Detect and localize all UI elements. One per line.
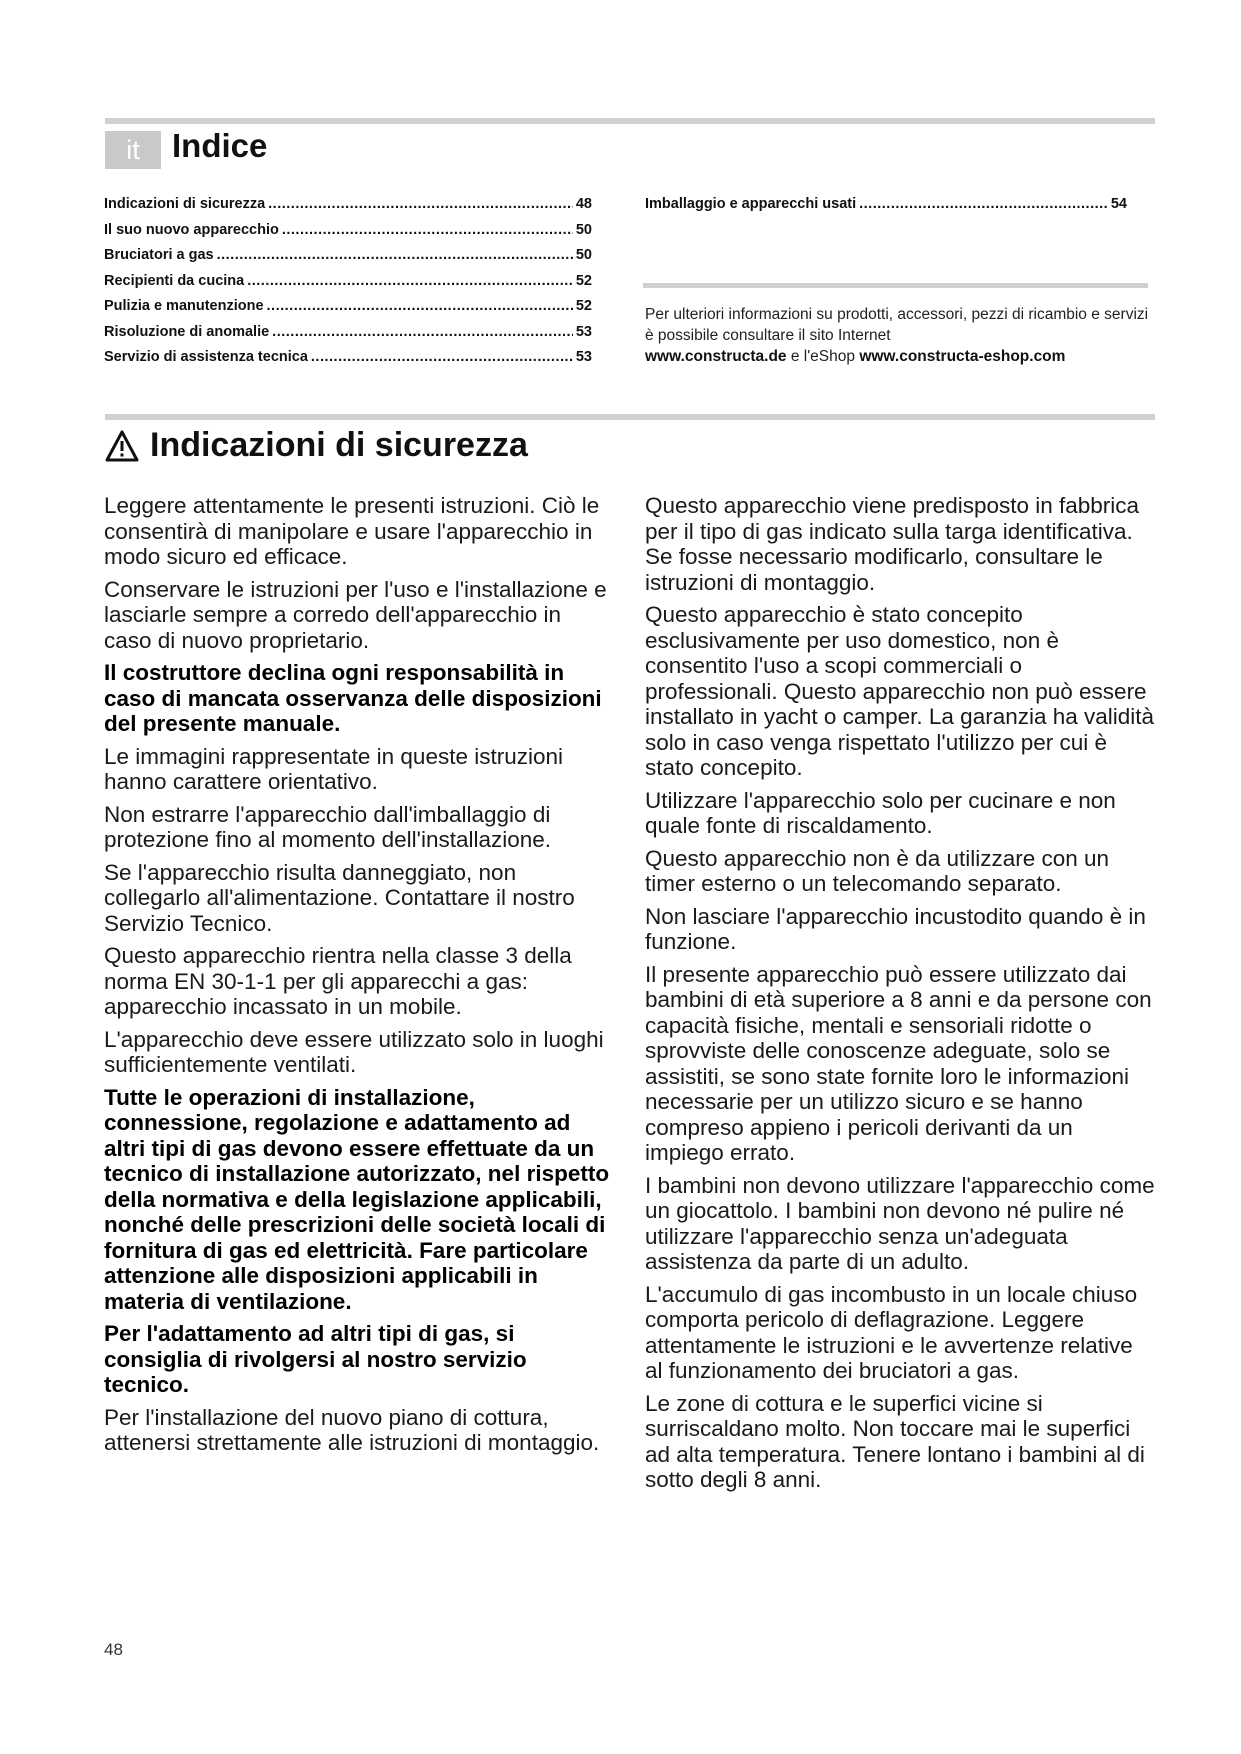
paragraph: L'apparecchio deve essere utilizzato solo in luoghi sufficientemente ventilati.: [104, 1026, 604, 1077]
eshop-link[interactable]: www.constructa-eshop.com: [859, 348, 1066, 365]
section-title-text: Indicazioni di sicurezza: [150, 426, 528, 464]
info-text: Per ulteriori informazioni su prodotti, accessori, pezzi di ricambio e servizi è possibile consultare il sito Internet: [645, 306, 1149, 344]
toc-entry[interactable]: [645, 196, 1127, 222]
toc-entry-label: Bruciatori a gas: [104, 247, 214, 263]
toc-entry-label: Recipienti da cucina: [104, 272, 245, 289]
toc-left: [104, 196, 592, 375]
paragraph: Conservare le istruzioni per l'uso e l'installazione e lasciarle sempre a corredo dell'apparecchio in caso di nuovo proprietario.: [104, 576, 607, 653]
toc-entry-page: 48: [575, 196, 592, 212]
toc-entry-page: 53: [575, 323, 592, 340]
info-box: [645, 304, 1150, 367]
toc-leader: [217, 247, 573, 263]
toc-entry[interactable]: [104, 298, 592, 324]
toc-leader: [282, 222, 573, 238]
toc-leader: [311, 349, 573, 365]
paragraph: I bambini non devono utilizzare l'apparecchio come un giocattolo. I bambini non devono né pulire né utilizzare l'apparecchio senza un'adeguata assistenza da parte di un adulto.: [645, 1172, 1155, 1274]
paragraph-bold: Il costruttore declina ogni responsabilità in caso di mancata osservanza delle disposizioni del presente manuale.: [104, 660, 602, 736]
paragraph: Leggere attentamente le presenti istruzioni. Ciò le consentirà di manipolare e usare l'apparecchio in modo sicuro ed efficace.: [104, 493, 600, 569]
toc-leader: [268, 196, 573, 212]
toc-entry-page: 52: [575, 272, 592, 289]
toc-leader: [267, 298, 573, 314]
toc-title: Indice: [172, 127, 268, 164]
warning-icon: [104, 429, 140, 463]
toc-entry[interactable]: [104, 324, 592, 350]
paragraph-bold: Per l'adattamento ad altri tipi di gas, si consiglia di rivolgersi al nostro servizio tecnico.: [104, 1321, 527, 1397]
toc-leader: [272, 324, 573, 340]
paragraph: Utilizzare l'apparecchio solo per cucinare e non quale fonte di riscaldamento.: [645, 787, 1116, 838]
header-rule: [105, 118, 1155, 124]
toc-entry-label: Indicazioni di sicurezza: [104, 196, 266, 212]
toc-entry[interactable]: [104, 196, 592, 222]
paragraph: Questo apparecchio è stato concepito esclusivamente per uso domestico, non è consentito l'uso a scopi commerciali o professionali. Questo apparecchio non può essere installato in yacht o camper. La garanzia ha validità solo in caso venga rispettato l'utilizzo per cui è stato concepito.: [645, 602, 1155, 780]
toc-leader: [859, 196, 1108, 212]
section-rule: [105, 414, 1155, 420]
safety-column-left: [104, 493, 614, 1463]
toc-entry[interactable]: [104, 222, 592, 248]
toc-entry-page: 52: [575, 298, 592, 314]
toc-entry[interactable]: [104, 247, 592, 273]
toc-leader: [247, 273, 573, 289]
info-rule: [643, 283, 1148, 288]
page-number: 48: [104, 1640, 123, 1659]
paragraph-bold: Tutte le operazioni di installazione, connessione, regolazione e adattamento ad altri tipi di gas devono essere effettuate da un tecnico di installazione autorizzato, nel rispetto della normativa e della legislazione applicabili, nonché delle prescrizioni delle società locali di fornitura di gas ed elettricità. Fare particolare attenzione alle disposizioni applicabili in materia di ventilazione.: [104, 1084, 610, 1314]
section-title: [104, 426, 528, 465]
toc-entry[interactable]: [104, 273, 592, 299]
paragraph: Questo apparecchio non è da utilizzare con un timer esterno o un telecomando separato.: [645, 845, 1110, 896]
info-connector: e l'eShop: [786, 348, 860, 365]
paragraph: Questo apparecchio rientra nella classe 3 della norma EN 30-1-1 per gli apparecchi a gas: apparecchio incassato in un mobile.: [104, 943, 572, 1019]
toc-entry-page: 53: [575, 349, 592, 365]
toc-right: [645, 196, 1127, 222]
website-link[interactable]: www.constructa.de: [645, 348, 787, 365]
toc-entry-label: Servizio di assistenza tecnica: [104, 349, 308, 365]
language-tag: it: [105, 131, 161, 169]
toc-entry-page: 50: [575, 247, 592, 263]
paragraph: Le immagini rappresentate in queste istruzioni hanno carattere orientativo.: [104, 743, 563, 794]
paragraph: Non estrarre l'apparecchio dall'imballaggio di protezione fino al momento dell'installazione.: [104, 801, 552, 852]
toc-entry-label: Il suo nuovo apparecchio: [104, 221, 279, 238]
paragraph: L'accumulo di gas incombusto in un locale chiuso comporta pericolo di deflagrazione. Leggere attentamente le istruzioni e le avvertenze relative al funzionamento dei bruciatori a gas.: [645, 1281, 1138, 1383]
toc-entry-page: 50: [575, 221, 592, 238]
paragraph: Se l'apparecchio risulta danneggiato, non collegarlo all'alimentazione. Contattare il nostro Servizio Tecnico.: [104, 859, 575, 936]
paragraph: Il presente apparecchio può essere utilizzato dai bambini di età superiore a 8 anni e da persone con capacità fisiche, mentali e sensoriali ridotte o sprovviste delle conoscenze adeguate, solo se assistiti, se sono state fornite loro le informazioni necessarie per un utilizzo sicuro e se hanno compreso appieno i pericoli derivanti da un impiego errato.: [645, 961, 1152, 1165]
paragraph: Non lasciare l'apparecchio incustodito quando è in funzione.: [645, 903, 1146, 954]
paragraph: Questo apparecchio viene predisposto in fabbrica per il tipo di gas indicato sulla targa identificativa. Se fosse necessario modificarlo, consultare le istruzioni di montaggio.: [645, 493, 1140, 595]
paragraph: Per l'installazione del nuovo piano di cottura, attenersi strettamente alle istruzioni di montaggio.: [104, 1404, 600, 1455]
toc-entry-label: Risoluzione di anomalie: [104, 323, 270, 340]
toc-entry-label: Imballaggio e apparecchi usati: [645, 196, 857, 212]
paragraph: Le zone di cottura e le superfici vicine si surriscaldano molto. Non toccare mai le superfici ad alta temperatura. Tenere lontano i bambini al di sotto degli 8 anni.: [645, 1390, 1145, 1492]
safety-column-right: [645, 493, 1155, 1500]
toc-entry[interactable]: [104, 349, 592, 375]
toc-entry-label: Pulizia e manutenzione: [104, 298, 264, 314]
toc-entry-page: 54: [1110, 196, 1127, 212]
